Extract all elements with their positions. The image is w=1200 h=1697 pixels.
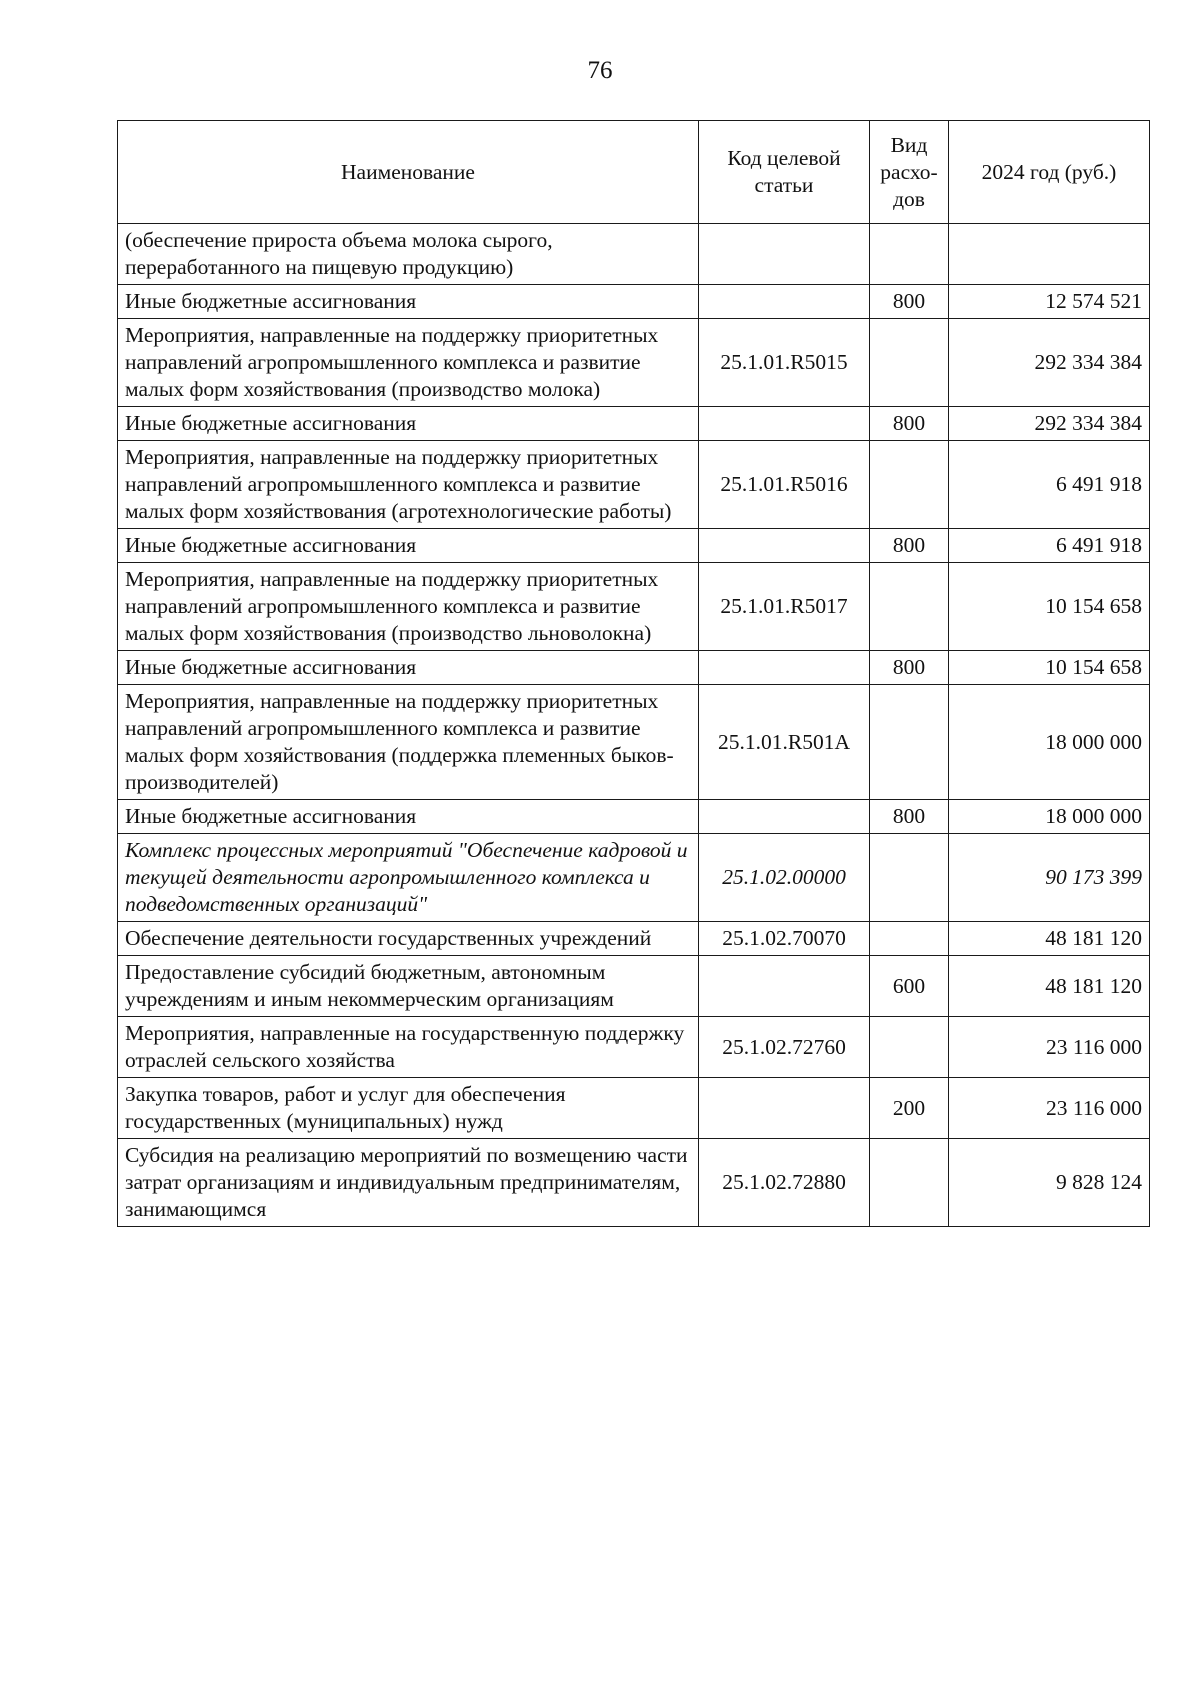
cell-sum: 292 334 384 xyxy=(949,407,1150,441)
cell-name: Субсидия на реализацию мероприятий по возмещению части затрат организациям и индивидуальным предпринимателям, занимающимся xyxy=(118,1139,699,1227)
table-row xyxy=(118,1078,1150,1139)
cell-code xyxy=(699,956,870,1017)
table-row xyxy=(118,922,1150,956)
table-row xyxy=(118,1139,1150,1227)
cell-vid: 800 xyxy=(870,800,949,834)
cell-sum: 6 491 918 xyxy=(949,441,1150,529)
cell-code: 25.1.02.00000 xyxy=(699,834,870,922)
cell-sum: 12 574 521 xyxy=(949,285,1150,319)
header-name: Наименование xyxy=(118,121,699,224)
cell-vid xyxy=(870,834,949,922)
cell-code xyxy=(699,651,870,685)
cell-name: Мероприятия, направленные на государственную поддержку отраслей сельского хозяйства xyxy=(118,1017,699,1078)
cell-code: 25.1.02.70070 xyxy=(699,922,870,956)
cell-sum: 9 828 124 xyxy=(949,1139,1150,1227)
cell-name: Мероприятия, направленные на поддержку приоритетных направлений агропромышленного комплекса и развитие малых форм хозяйствования (агротехнологические работы) xyxy=(118,441,699,529)
cell-sum: 292 334 384 xyxy=(949,319,1150,407)
table-row xyxy=(118,285,1150,319)
cell-code xyxy=(699,529,870,563)
cell-sum: 23 116 000 xyxy=(949,1017,1150,1078)
table-row xyxy=(118,685,1150,800)
cell-vid: 200 xyxy=(870,1078,949,1139)
cell-name: Предоставление субсидий бюджетным, автономным учреждениям и иным некоммерческим организациям xyxy=(118,956,699,1017)
budget-table xyxy=(117,120,1150,1227)
cell-code xyxy=(699,407,870,441)
cell-sum: 48 181 120 xyxy=(949,922,1150,956)
cell-name: Мероприятия, направленные на поддержку приоритетных направлений агропромышленного комплекса и развитие малых форм хозяйствования (поддержка племенных быков-производителей) xyxy=(118,685,699,800)
table-row xyxy=(118,529,1150,563)
cell-code xyxy=(699,224,870,285)
cell-name: Мероприятия, направленные на поддержку приоритетных направлений агропромышленного комплекса и развитие малых форм хозяйствования (производство молока) xyxy=(118,319,699,407)
cell-name: Иные бюджетные ассигнования xyxy=(118,651,699,685)
cell-vid: 800 xyxy=(870,651,949,685)
cell-vid xyxy=(870,1017,949,1078)
cell-sum: 48 181 120 xyxy=(949,956,1150,1017)
cell-vid: 800 xyxy=(870,285,949,319)
cell-code xyxy=(699,1078,870,1139)
cell-vid: 800 xyxy=(870,529,949,563)
cell-sum: 10 154 658 xyxy=(949,651,1150,685)
cell-code: 25.1.01.R5017 xyxy=(699,563,870,651)
table-row xyxy=(118,1017,1150,1078)
cell-name: Иные бюджетные ассигнования xyxy=(118,529,699,563)
cell-vid xyxy=(870,319,949,407)
cell-name: Комплекс процессных мероприятий "Обеспечение кадровой и текущей деятельности агропромышленного комплекса и подведомственных организаций" xyxy=(118,834,699,922)
table-row xyxy=(118,956,1150,1017)
cell-code: 25.1.01.R5015 xyxy=(699,319,870,407)
cell-code: 25.1.01.R501A xyxy=(699,685,870,800)
cell-name: Закупка товаров, работ и услуг для обеспечения государственных (муниципальных) нужд xyxy=(118,1078,699,1139)
cell-vid xyxy=(870,224,949,285)
cell-sum: 18 000 000 xyxy=(949,800,1150,834)
cell-name: Иные бюджетные ассигнования xyxy=(118,800,699,834)
header-vid: Вид расхо-дов xyxy=(870,121,949,224)
cell-vid: 800 xyxy=(870,407,949,441)
cell-vid xyxy=(870,922,949,956)
cell-sum: 10 154 658 xyxy=(949,563,1150,651)
cell-vid: 600 xyxy=(870,956,949,1017)
cell-name: Обеспечение деятельности государственных учреждений xyxy=(118,922,699,956)
table-row xyxy=(118,319,1150,407)
table-row xyxy=(118,563,1150,651)
cell-sum: 6 491 918 xyxy=(949,529,1150,563)
table-row xyxy=(118,224,1150,285)
cell-code xyxy=(699,285,870,319)
cell-code: 25.1.01.R5016 xyxy=(699,441,870,529)
cell-code: 25.1.02.72880 xyxy=(699,1139,870,1227)
table-body xyxy=(118,224,1150,1227)
cell-name: Иные бюджетные ассигнования xyxy=(118,285,699,319)
cell-sum xyxy=(949,224,1150,285)
header-sum: 2024 год (руб.) xyxy=(949,121,1150,224)
cell-code xyxy=(699,800,870,834)
cell-sum: 18 000 000 xyxy=(949,685,1150,800)
table-row xyxy=(118,651,1150,685)
cell-vid xyxy=(870,685,949,800)
cell-name: Мероприятия, направленные на поддержку приоритетных направлений агропромышленного комплекса и развитие малых форм хозяйствования (производство льноволокна) xyxy=(118,563,699,651)
cell-vid xyxy=(870,1139,949,1227)
cell-name: Иные бюджетные ассигнования xyxy=(118,407,699,441)
page-number: 76 xyxy=(587,57,613,84)
header-code: Код целевой статьи xyxy=(699,121,870,224)
table-row xyxy=(118,441,1150,529)
cell-name: (обеспечение прироста объема молока сырого, переработанного на пищевую продукцию) xyxy=(118,224,699,285)
table-row xyxy=(118,800,1150,834)
cell-sum: 90 173 399 xyxy=(949,834,1150,922)
cell-code: 25.1.02.72760 xyxy=(699,1017,870,1078)
cell-vid xyxy=(870,441,949,529)
cell-sum: 23 116 000 xyxy=(949,1078,1150,1139)
cell-vid xyxy=(870,563,949,651)
table-row xyxy=(118,407,1150,441)
table-row xyxy=(118,834,1150,922)
table-header-row xyxy=(118,121,1150,224)
